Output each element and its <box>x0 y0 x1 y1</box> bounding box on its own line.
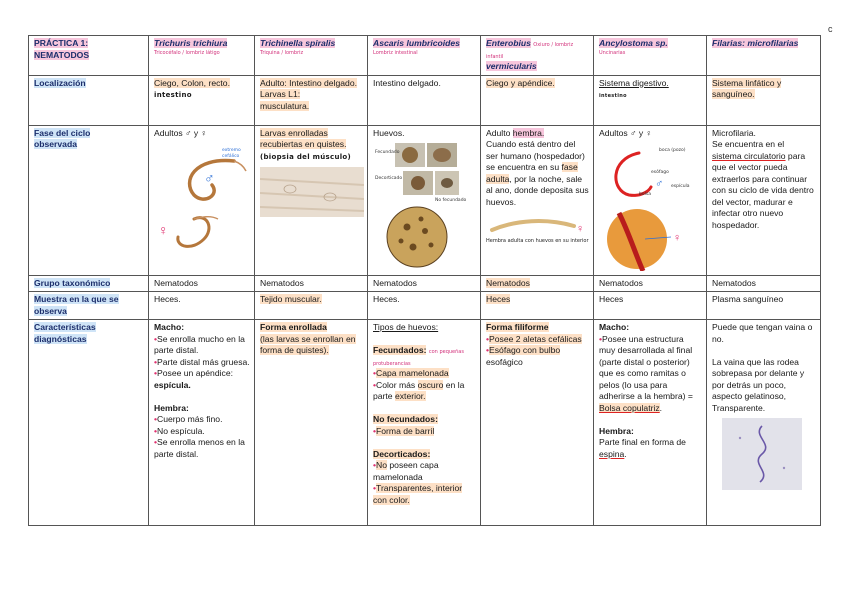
row-label: Muestra en la que se observa <box>29 292 149 320</box>
row-caracteristicas <box>29 320 821 526</box>
cell: Nematodos <box>707 275 821 292</box>
cell: Larvas enrolladas recubiertas en quistes. (biopsia del músculo) <box>255 125 368 275</box>
cell: Puede que tengan vaina o no. La vaina que las rodea sobrepasa por delante y por detrás un poco, aspecto gelatinoso, Transparente. <box>707 320 821 526</box>
cell: Heces <box>594 292 707 320</box>
corner-mark: c <box>828 24 833 34</box>
cell: Adulto hembra. Cuando está dentro del ser humano (hospedador) se encuentra en su fase adulta, por la noche, sale al ano, donde deposita sus huevos. ♀ Hembra adulta con huevos en su interior <box>481 125 594 275</box>
trichuris-worms-figure <box>154 143 250 261</box>
cell: Nematodos <box>149 275 255 292</box>
ancylostoma-worms-figure <box>599 143 703 271</box>
svg-text:esófago: esófago <box>651 170 669 175</box>
male-symbol-icon: ♂ <box>655 178 664 190</box>
row-localizacion <box>29 75 821 125</box>
svg-text:Decorticado: Decorticado <box>375 176 403 181</box>
cell: Heces. <box>368 292 481 320</box>
cell: Microfilaria. Se encuentra en el sistema circulatorio para que el vector pueda extraerlos para continuar con su ciclo de vida dentro del vector, madurar e infectar otro nuevo hospedador. <box>707 125 821 275</box>
svg-text:boca (pozo): boca (pozo) <box>659 148 686 153</box>
cell: Nematodos <box>368 275 481 292</box>
svg-text:espícula: espícula <box>671 184 690 189</box>
species-header: Enterobius Oxiuro / lombriz infantil vermicularis <box>481 36 594 76</box>
row-label: Localización <box>29 75 149 125</box>
svg-text:bolsa: bolsa <box>639 192 651 197</box>
cell: Nematodos <box>594 275 707 292</box>
svg-text:extremo: extremo <box>222 148 241 153</box>
row-fase <box>29 125 821 275</box>
female-symbol-icon: ♀ <box>673 232 682 244</box>
species-header: Trichuris trichiura Tricocéfalo / lombriz látigo <box>149 36 255 76</box>
cell: Macho: •Se enrolla mucho en la parte distal. •Parte distal más gruesa. •Posee un apéndice: espícula. Hembra: •Cuerpo más fino. •No espícula. •Se enrolla menos en la parte distal. <box>149 320 255 526</box>
svg-text:No fecundado: No fecundado <box>435 198 467 203</box>
nematodos-table <box>28 35 821 526</box>
cell: Tejido muscular. <box>255 292 368 320</box>
cell: Heces. <box>149 292 255 320</box>
cell: Forma enrollada (las larvas se enrollan en forma de quistes). <box>255 320 368 526</box>
row-label: Fase del ciclo observada <box>29 125 149 275</box>
cell: Forma filiforme •Posee 2 aletas cefálicas •Esófago con bulbo esofágico <box>481 320 594 526</box>
species-header: Ascaris lumbricoides Lombriz intestinal <box>368 36 481 76</box>
muscle-biopsy-figure <box>260 167 364 217</box>
cell: Sistema linfático y sanguíneo. <box>707 75 821 125</box>
svg-text:cefálico: cefálico <box>222 154 240 159</box>
species-header: Trichinella spiralis Triquina / lombriz <box>255 36 368 76</box>
cell: Macho: •Posee una estructura muy desarrollada al final (parte distal o posterior) que es como ramitas o pelos (lo usa para adherirse a la hembra) = Bolsa copulatriz. Hembra: Parte final en forma de espina. <box>594 320 707 526</box>
cell: Adulto: Intestino delgado. Larvas L1: musculatura. <box>255 75 368 125</box>
female-symbol-icon: ♀ <box>576 223 585 235</box>
species-header: Filarias: microfilarias <box>707 36 821 76</box>
cell: Huevos. Fecundado Decorticado No fecundado <box>368 125 481 275</box>
cell: Nematodos <box>481 275 594 292</box>
table-title: PRÁCTICA 1: NEMATODOS <box>29 36 149 76</box>
cell: Intestino delgado. <box>368 75 481 125</box>
header-row <box>29 36 821 76</box>
cell: Adultos ♂ y ♀ boca (pozo) esófago bolsa espícula ♂ ♀ <box>594 125 707 275</box>
row-grupo <box>29 275 821 292</box>
enterobius-female-figure <box>486 212 590 238</box>
cell: Plasma sanguíneo <box>707 292 821 320</box>
cell: Adultos ♂ y ♀ ♂ extremo cefálico ♀ <box>149 125 255 275</box>
cell: Ciego, Colon, recto. intestino <box>149 75 255 125</box>
cell: Tipos de huevos: Fecundados: con pequeñas protuberancias •Capa mamelonada •Color más oscuro en la parte exterior. No fecundados: •Forma de barril Decorticados: •No poseen capa mamelonada •Transparentes, interior con color. <box>368 320 481 526</box>
cell: Ciego y apéndice. <box>481 75 594 125</box>
row-label: Características diagnósticas <box>29 320 149 526</box>
male-symbol-icon: ♂ <box>204 170 215 186</box>
female-symbol-icon: ♀ <box>158 222 169 238</box>
row-muestra <box>29 292 821 320</box>
cell: Sistema digestivo. intestino <box>594 75 707 125</box>
species-header: Ancylostoma sp. Uncinarias <box>594 36 707 76</box>
svg-text:Fecundado: Fecundado <box>375 150 400 155</box>
cell: Nematodos <box>255 275 368 292</box>
microfilaria-figure <box>722 418 802 490</box>
ascaris-eggs-figure <box>373 143 477 271</box>
cell: Heces <box>481 292 594 320</box>
row-label: Grupo taxonómico <box>29 275 149 292</box>
